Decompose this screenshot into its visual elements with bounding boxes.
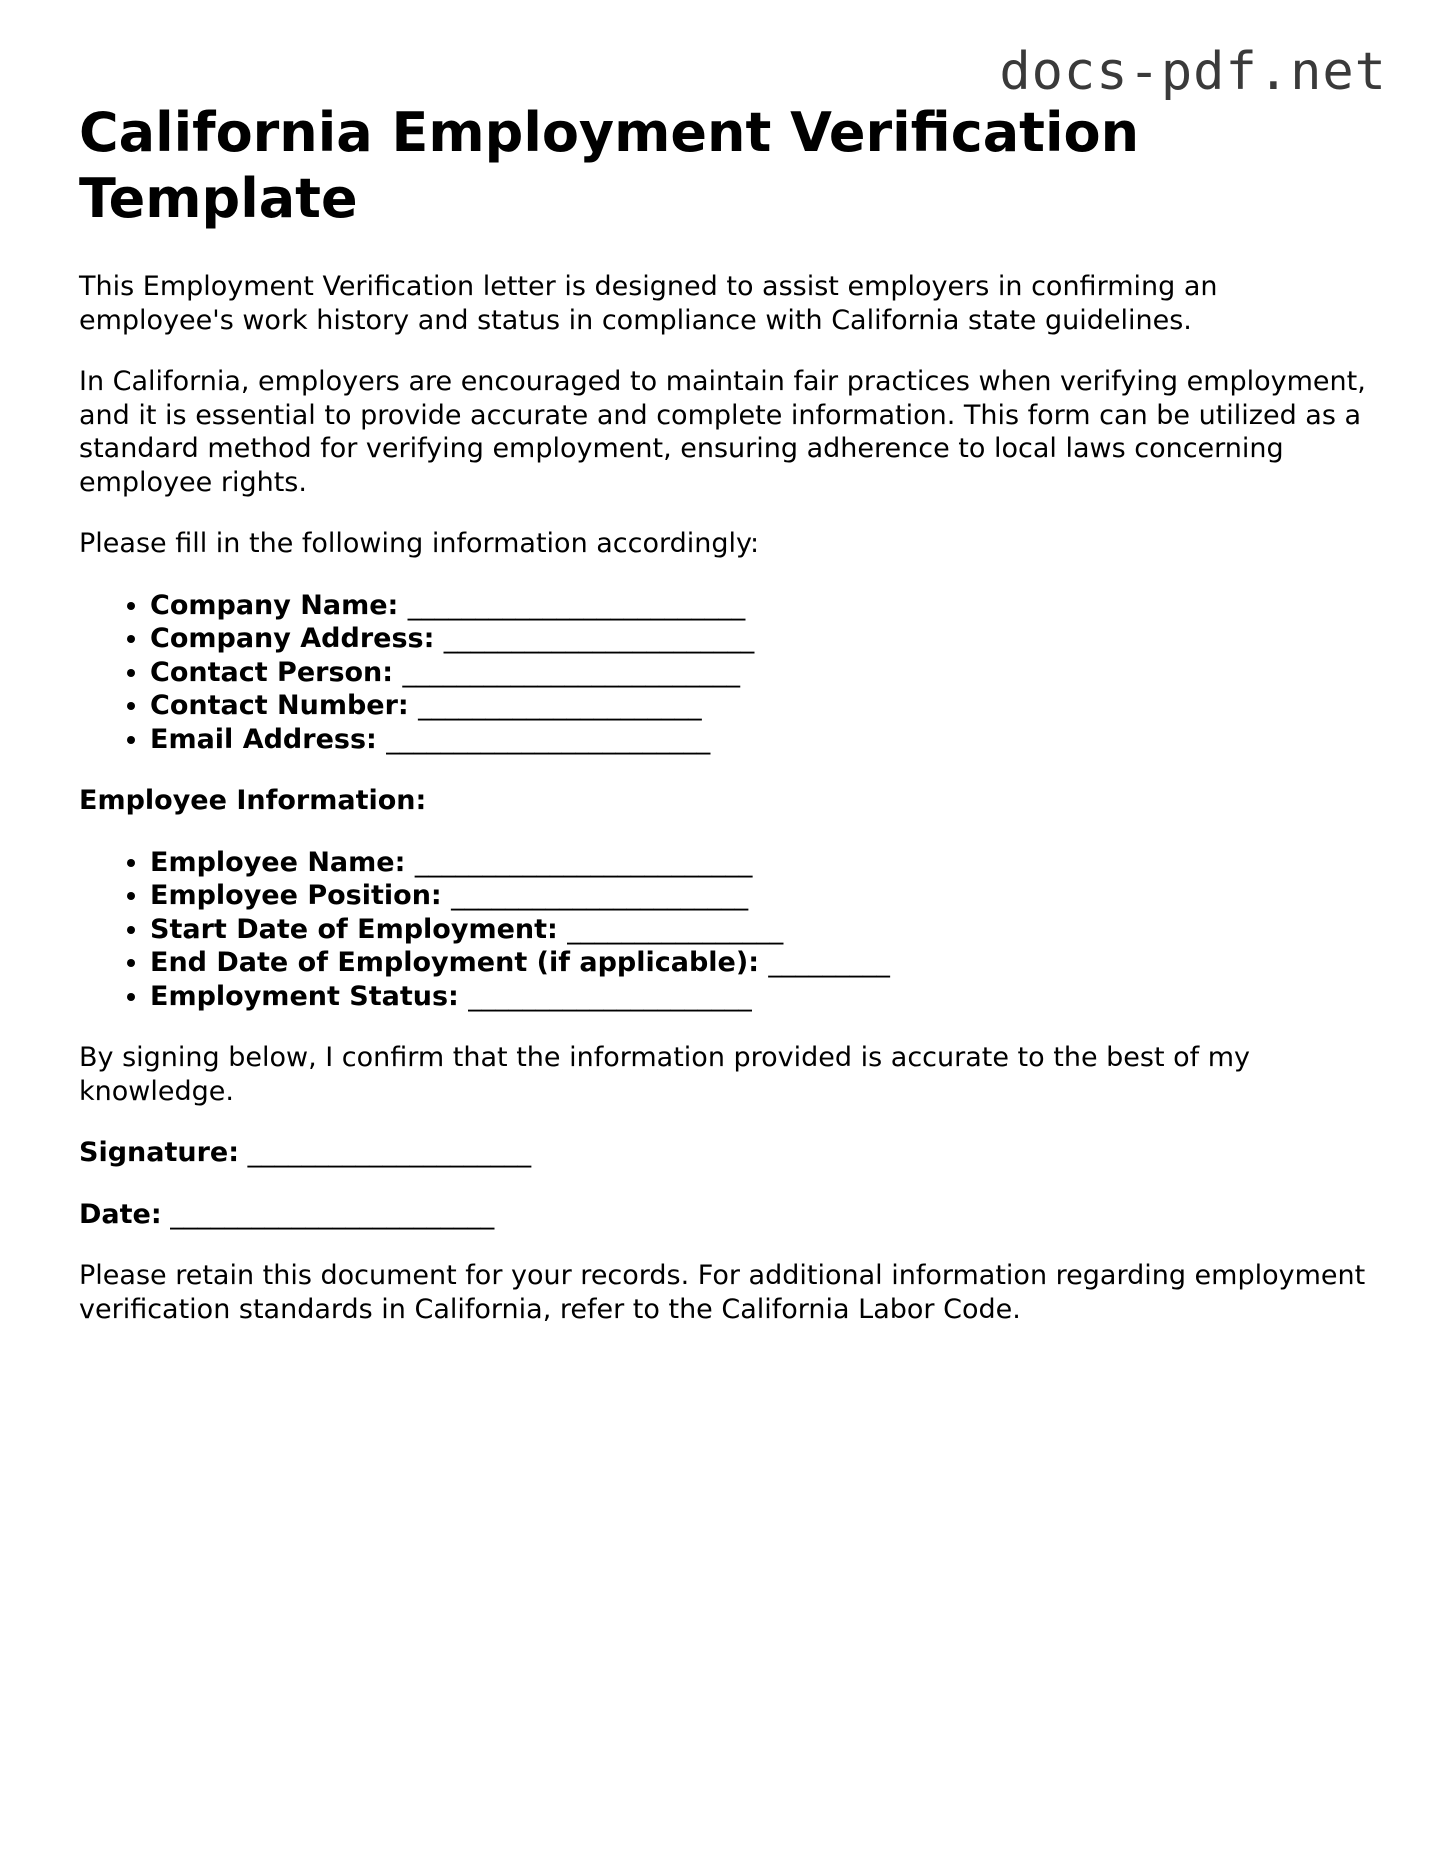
date-blank: ________________________ [170,1198,495,1230]
confirmation-paragraph: By signing below, I confirm that the information provided is accurate to the best of my knowledge. [79,1042,1251,1107]
date-label: Date: [79,1198,162,1230]
field-blank: ________________ [567,913,784,945]
signature-line [79,1136,1369,1170]
field-blank: _________________________ [407,589,746,621]
field-blank: _______________________ [443,623,755,654]
field-label: Employee Name: [150,846,406,878]
field-label: Company Address: [150,623,435,654]
field-employment-status [150,980,1369,1014]
field-employee-position [150,879,1369,913]
field-blank: ________________________ [386,723,711,755]
field-contact-number [150,689,1369,723]
field-label: Contact Number: [150,690,409,721]
instructions-paragraph: Please fill in the following information accordingly: [79,528,760,559]
field-blank: _____________________ [418,690,702,721]
employee-fields-list [79,846,1369,1014]
field-start-date [150,913,1369,947]
field-blank: _________ [768,947,890,978]
closing-paragraph: Please retain this document for your records. For additional information regarding employment verification standards in California, refer to the California Labor Code. [79,1260,1366,1325]
document-page [79,100,1369,1354]
field-company-name [150,589,1369,623]
intro-paragraph-2: In California, employers are encouraged to maintain fair practices when verifying employment, and it is essential to provide accurate and complete information. This form can be utilized as a standard method for verifying employment, ensuring adherence to local laws concerning employee rights. [79,366,1366,498]
field-contact-person [150,656,1369,690]
signature-blank: _____________________ [247,1137,532,1168]
field-blank: _________________________ [414,846,753,878]
field-email-address [150,723,1369,757]
intro-paragraph-1: This Employment Verification letter is designed to assist employers in confirming an employee's work history and status in compliance with California state guidelines. [79,271,1218,336]
watermark: docs-pdf.net [999,42,1387,102]
field-end-date [150,946,1369,980]
field-blank: _____________________ [468,980,752,1012]
document-title: California Employment Verification Template [79,101,1140,230]
field-label: Start Date of Employment: [150,913,558,945]
field-company-address [150,622,1369,656]
signature-label: Signature: [79,1137,240,1168]
field-blank: ______________________ [451,880,749,911]
field-label: End Date of Employment (if applicable): [150,947,760,978]
field-employee-name [150,846,1369,880]
field-label: Contact Person: [150,656,394,688]
company-fields-list [79,589,1369,757]
field-label: Email Address: [150,723,377,755]
field-label: Company Name: [150,589,399,621]
field-label: Employment Status: [150,980,459,1012]
field-label: Employee Position: [150,880,442,911]
field-blank: _________________________ [402,656,740,688]
date-line [79,1198,1369,1232]
employee-info-heading: Employee Information: [79,785,427,816]
